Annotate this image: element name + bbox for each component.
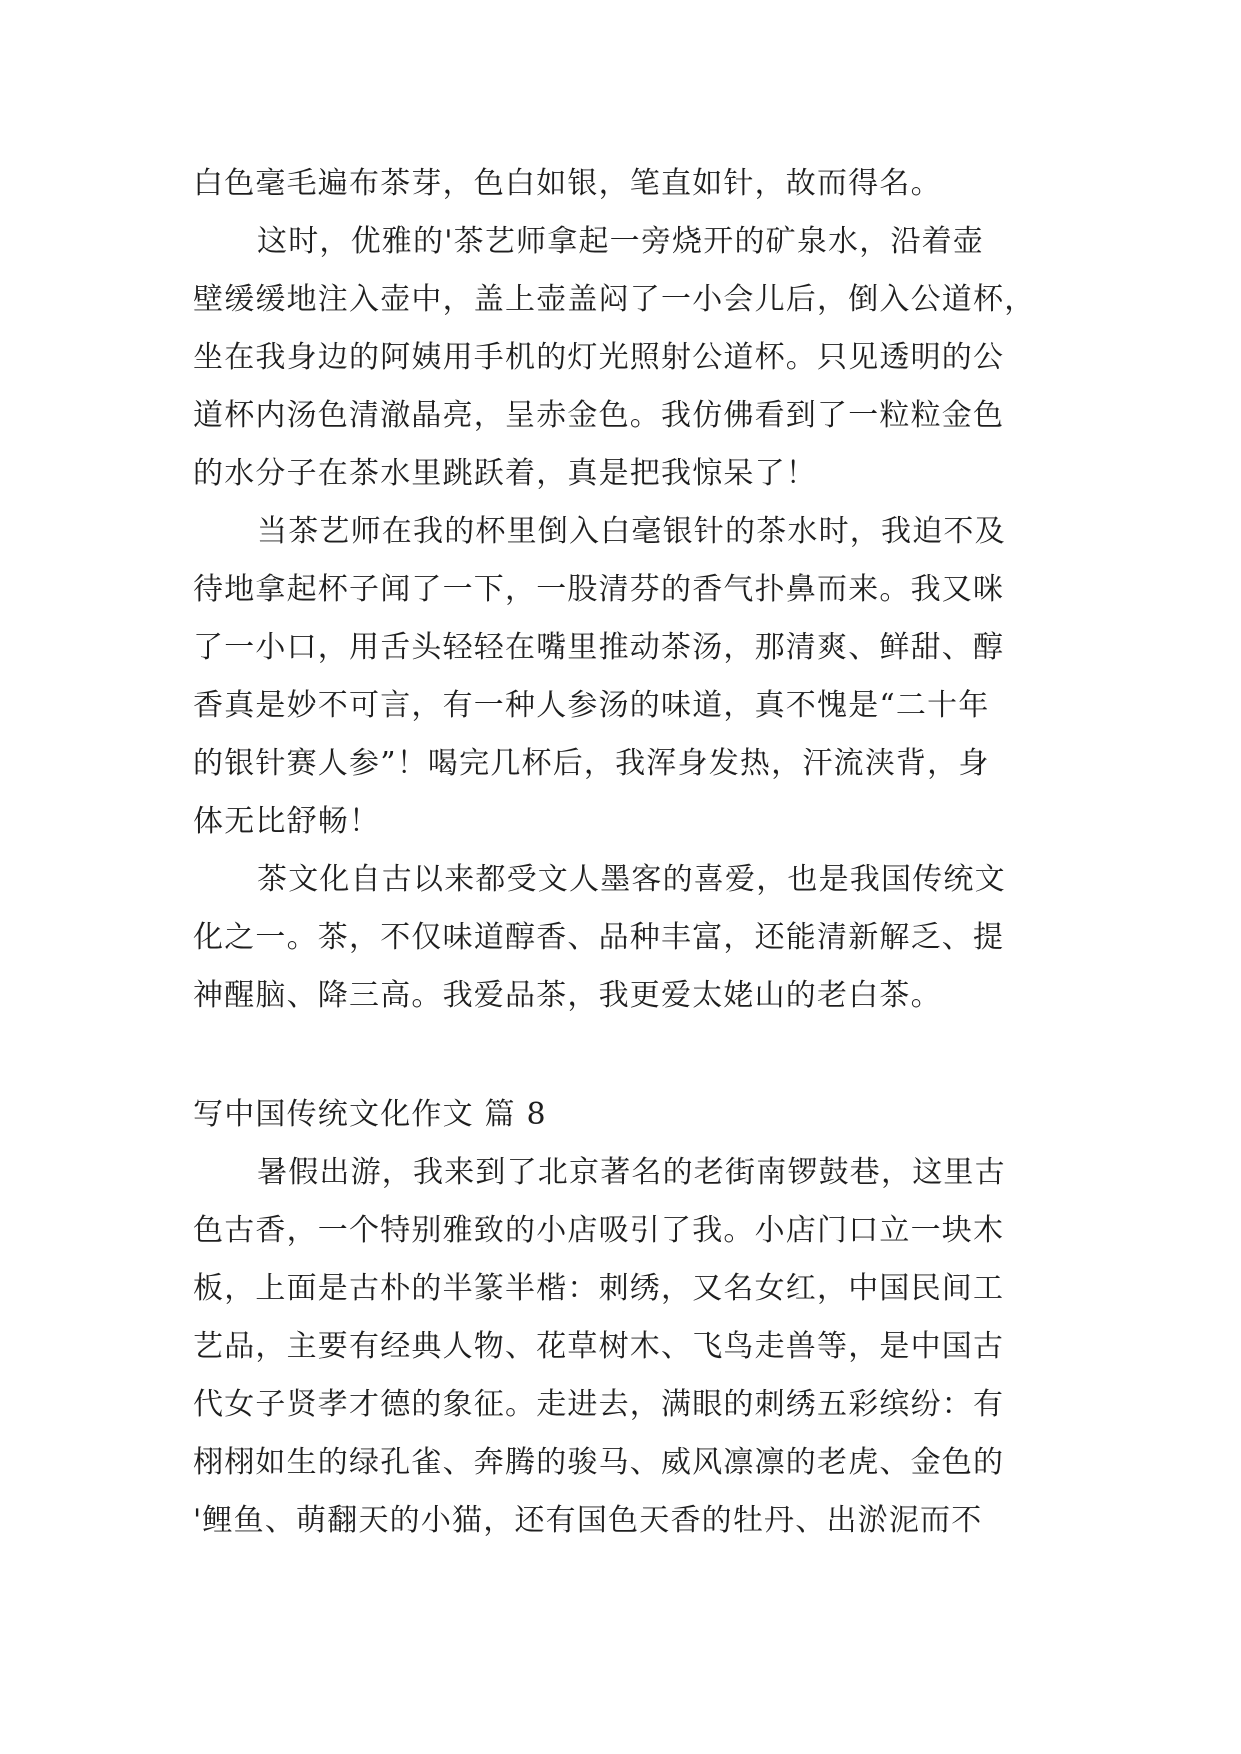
text-line: 栩栩如生的绿孔雀、奔腾的骏马、威风凛凛的老虎、金色的 [193,1445,1005,1480]
text-line: 的水分子在茶水里跳跃着，真是把我惊呆了！ [193,456,817,491]
text-line: 壁缓缓地注入壶中，盖上壶盖闷了一小会儿后，倒入公道杯， [193,282,1036,317]
text-line: 色古香，一个特别雅致的小店吸引了我。小店门口立一块木 [193,1213,1005,1248]
text-line: 茶文化自古以来都受文人墨客的喜爱，也是我国传统文 [257,862,1006,897]
text-line: 体无比舒畅！ [193,804,381,839]
text-line: 白色毫毛遍布茶芽，色白如银，笔直如针，故而得名。 [193,166,942,201]
text-line: '鲤鱼、萌翻天的小猫，还有国色天香的牡丹、出淤泥而不 [193,1503,983,1538]
text-line: 的银针赛人参”！喝完几杯后，我浑身发热，汗流浃背，身 [193,746,990,781]
text-line: 化之一。茶，不仅味道醇香、品种丰富，还能清新解乏、提 [193,920,1005,955]
text-line: 板，上面是古朴的半篆半楷：刺绣，又名女红，中国民间工 [193,1271,1005,1306]
text-line: 道杯内汤色清澈晶亮，呈赤金色。我仿佛看到了一粒粒金色 [193,398,1005,433]
text-line: 这时，优雅的'茶艺师拿起一旁烧开的矿泉水，沿着壶 [257,224,985,259]
text-line: 当茶艺师在我的杯里倒入白毫银针的茶水时，我迫不及 [257,514,1006,549]
section-text-block [193,1144,1053,1550]
text-line: 香真是妙不可言，有一种人参汤的味道，真不愧是“二十年 [193,688,990,723]
text-line: 艺品，主要有经典人物、花草树木、飞鸟走兽等，是中国古 [193,1329,1005,1364]
text-line: 代女子贤孝才德的象征。走进去，满眼的刺绣五彩缤纷：有 [193,1387,1005,1422]
text-line: 坐在我身边的阿姨用手机的灯光照射公道杯。只见透明的公 [193,340,1005,375]
text-line: 待地拿起杯子闻了一下，一股清芬的香气扑鼻而来。我又咪 [193,572,1005,607]
text-line: 了一小口，用舌头轻轻在嘴里推动茶汤，那清爽、鲜甜、醇 [193,630,1005,665]
text-line: 暑假出游，我来到了北京著名的老街南锣鼓巷，这里古 [257,1155,1006,1190]
section-heading: 写中国传统文化作文 篇 8 [193,1097,547,1132]
text-line: 神醒脑、降三高。我爱品茶，我更爱太姥山的老白茶。 [193,978,942,1013]
section-text-block [193,155,1053,1025]
